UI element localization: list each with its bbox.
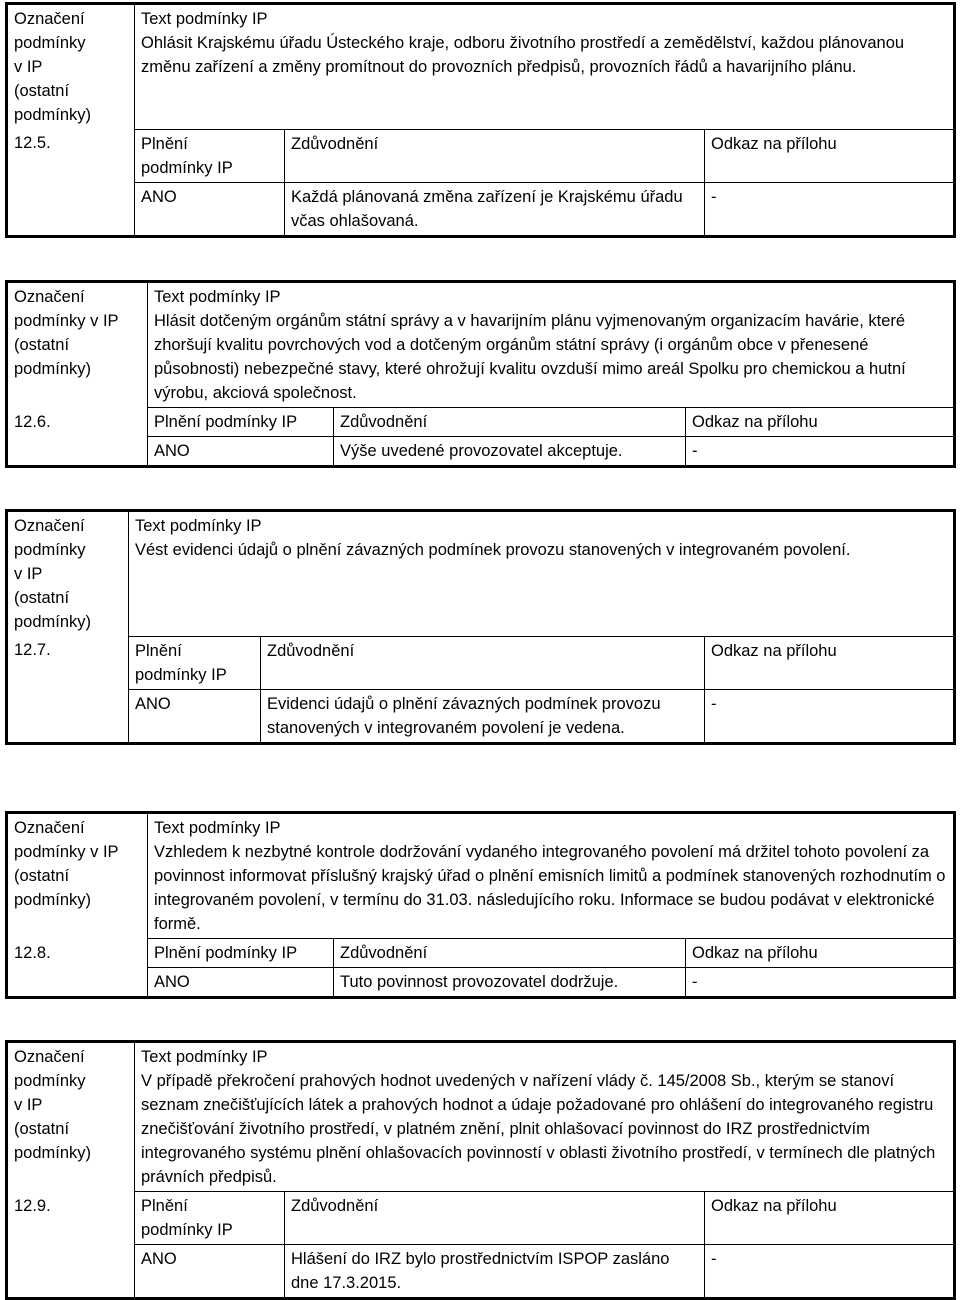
condition-text: Vést evidenci údajů o plnění závazných podmínek provozu stanovených v integrovaném povolení.	[135, 541, 851, 559]
condition-label-cell	[8, 1043, 135, 1192]
fulfil-header: Plnění podmínky IP	[129, 636, 261, 689]
attachment-header: Odkaz na přílohu	[705, 129, 954, 182]
reason-header: Zdůvodnění	[261, 636, 705, 689]
fulfilled-value: ANO	[148, 968, 334, 997]
label-line: podmínky)	[14, 891, 92, 909]
condition-id: 12.9.	[8, 1192, 135, 1298]
condition-text-cell	[135, 1043, 954, 1192]
label-line: v IP	[14, 1096, 43, 1114]
label-line: (ostatní	[14, 589, 70, 607]
text-header: Text podmínky IP	[141, 10, 268, 28]
condition-label-cell	[8, 814, 148, 939]
label-line: v IP	[14, 58, 43, 76]
text-header: Text podmínky IP	[135, 517, 262, 535]
reason-header: Zdůvodnění	[285, 129, 705, 182]
label-line: (ostatní	[14, 82, 70, 100]
fulfil-header: Plnění podmínky IP	[148, 408, 334, 437]
attachment-value: -	[686, 437, 954, 466]
condition-label-cell	[8, 512, 129, 637]
label-line: podmínky v IP	[14, 312, 119, 330]
label-header: Označení	[14, 288, 85, 306]
text-header: Text podmínky IP	[154, 819, 281, 837]
condition-id: 12.7.	[8, 636, 129, 742]
reason-value: Výše uvedené provozovatel akceptuje.	[334, 437, 686, 466]
label-line: podmínky	[14, 541, 86, 559]
condition-text: Hlásit dotčeným orgánům státní správy a v havarijním plánu vyjmenovaným organizacím havárie, které zhoršují kvalitu povrchových vod a dotčeným orgánům státní správy (i orgánům obce v přenesené působnosti) nebezpečné stavy, které ohrožují kvalitu ovzduší mimo areál Spolku pro chemickou a hutní výrobu, akciová společnost.	[154, 312, 906, 402]
fulfil-header: Plnění podmínky IP	[135, 129, 285, 182]
fulfilled-value: ANO	[129, 689, 261, 742]
condition-block-12-6	[5, 280, 956, 468]
label-line: podmínky)	[14, 360, 92, 378]
attachment-value: -	[705, 182, 954, 235]
attachment-header: Odkaz na přílohu	[705, 1192, 954, 1245]
label-line: (ostatní	[14, 336, 70, 354]
condition-id: 12.5.	[8, 129, 135, 235]
attachment-value: -	[705, 689, 954, 742]
reason-value: Evidenci údajů o plnění závazných podmínek provozu stanovených v integrovaném povolení je vedena.	[261, 689, 705, 742]
reason-header: Zdůvodnění	[285, 1192, 705, 1245]
condition-id: 12.6.	[8, 408, 148, 466]
condition-id: 12.8.	[8, 939, 148, 997]
attachment-value: -	[686, 968, 954, 997]
text-header: Text podmínky IP	[141, 1048, 268, 1066]
label-line: podmínky v IP	[14, 843, 119, 861]
attachment-value: -	[705, 1245, 954, 1298]
condition-text-cell	[129, 512, 954, 637]
label-header: Označení	[14, 819, 85, 837]
reason-value: Každá plánovaná změna zařízení je Krajskému úřadu včas ohlašovaná.	[285, 182, 705, 235]
text-header: Text podmínky IP	[154, 288, 281, 306]
condition-text-cell	[148, 283, 954, 408]
condition-block-12-9	[5, 1040, 956, 1300]
reason-value: Hlášení do IRZ bylo prostřednictvím ISPOP zasláno dne 17.3.2015.	[285, 1245, 705, 1298]
condition-block-12-5	[5, 2, 956, 238]
condition-label-cell	[8, 283, 148, 408]
attachment-header: Odkaz na přílohu	[686, 939, 954, 968]
reason-header: Zdůvodnění	[334, 939, 686, 968]
condition-block-12-7	[5, 509, 956, 745]
label-line: podmínky)	[14, 1144, 92, 1162]
reason-value: Tuto povinnost provozovatel dodržuje.	[334, 968, 686, 997]
condition-block-12-8	[5, 811, 956, 999]
fulfilled-value: ANO	[148, 437, 334, 466]
label-line: (ostatní	[14, 1120, 70, 1138]
attachment-header: Odkaz na přílohu	[686, 408, 954, 437]
condition-text-cell	[135, 5, 954, 130]
fulfil-header: Plnění podmínky IP	[148, 939, 334, 968]
attachment-header: Odkaz na přílohu	[705, 636, 954, 689]
reason-header: Zdůvodnění	[334, 408, 686, 437]
label-line: (ostatní	[14, 867, 70, 885]
condition-text: Ohlásit Krajskému úřadu Ústeckého kraje, odboru životního prostředí a zemědělství, každou plánovanou změnu zařízení a změny promítnout do provozních předpisů, provozních řádů a havarijního plánu.	[141, 34, 905, 76]
condition-text: V případě překročení prahových hodnot uvedených v nařízení vlády č. 145/2008 Sb., kterým se stanoví seznam znečišťujících látek a prahových hodnot a údaje požadované pro ohlášení do integrovaného registru znečišťování životního prostředí, v platném znění, plnit ohlašovací povinnost do IRZ prostřednictvím integrovaného systému plnění ohlašovacích povinností v oblasti životního prostředí, v termínech dle platných právních předpisů.	[141, 1072, 936, 1186]
label-line: podmínky	[14, 34, 86, 52]
condition-text-cell	[148, 814, 954, 939]
label-line: podmínky)	[14, 106, 92, 124]
label-line: v IP	[14, 565, 43, 583]
fulfilled-value: ANO	[135, 1245, 285, 1298]
label-header: Označení	[14, 1048, 85, 1066]
label-header: Označení	[14, 10, 85, 28]
fulfil-header: Plnění podmínky IP	[135, 1192, 285, 1245]
condition-text: Vzhledem k nezbytné kontrole dodržování vydaného integrovaného povolení má držitel tohoto povolení za povinnost informovat příslušný krajský úřad o plnění emisních limitů a podmínek stanovených rozhodnutím o integrovaném povolení, v termínu do 31.03. následujícího roku. Informace se budou podávat v elektronické formě.	[154, 843, 946, 933]
label-header: Označení	[14, 517, 85, 535]
fulfilled-value: ANO	[135, 182, 285, 235]
condition-label-cell	[8, 5, 135, 130]
label-line: podmínky	[14, 1072, 86, 1090]
label-line: podmínky)	[14, 613, 92, 631]
